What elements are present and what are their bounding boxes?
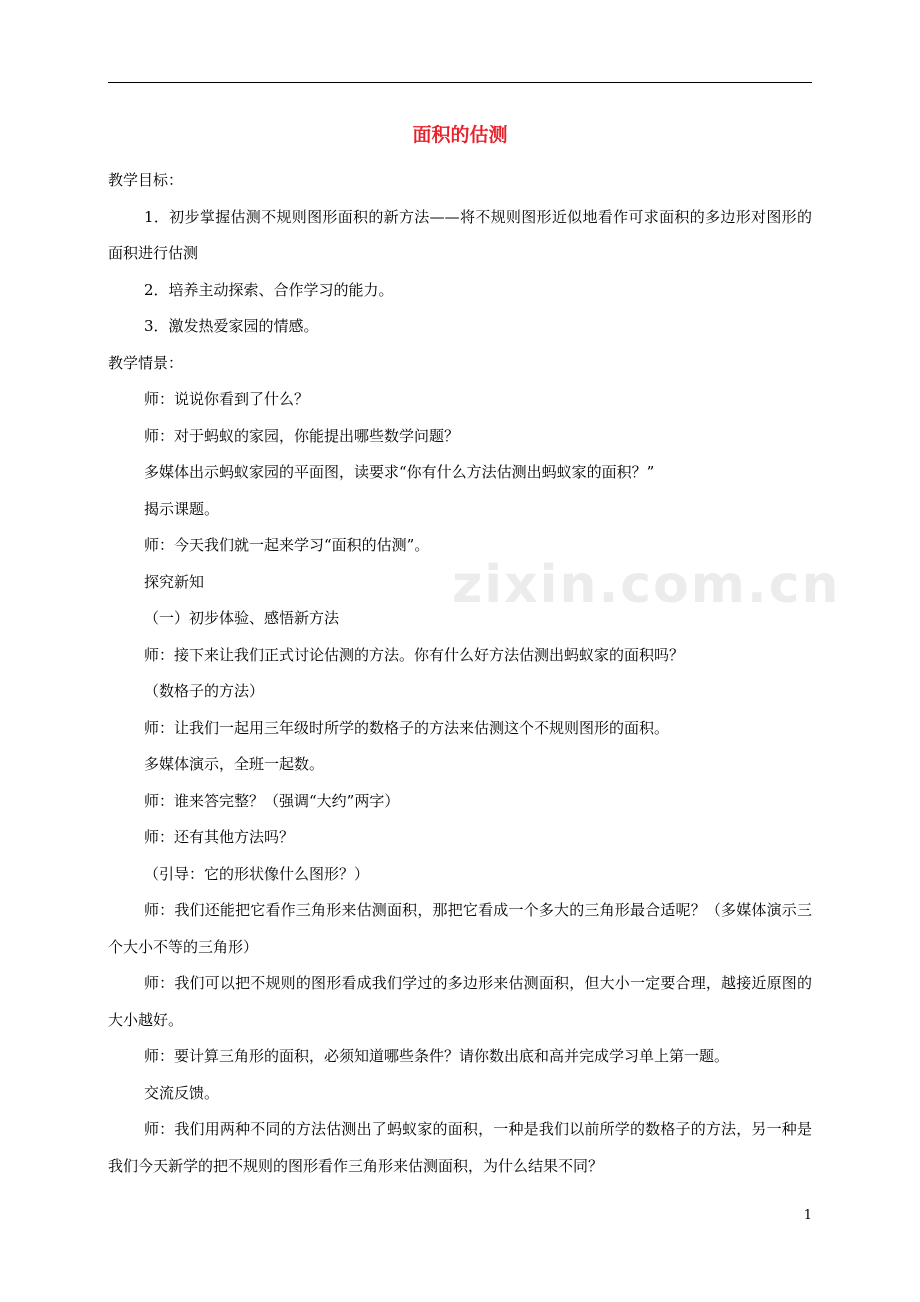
paragraph: （一）初步体验、感悟新方法 [144,609,340,627]
paragraph: 师：要计算三角形的面积，必须知道哪些条件？请你数出底和高并完成学习单上第一题。 [144,1047,730,1065]
paragraph: 教学目标： [108,171,184,189]
paragraph: 3．激发热爱家园的情感。 [144,317,319,335]
paragraph: 师：我们可以把不规则的图形看成我们学过的多边形来估测面积，但大小一定要合理，越接近原图的大小越好。 [108,974,812,1029]
paragraph: 师：还有其他方法吗？ [144,828,295,846]
document-title: 面积的估测 [412,124,508,146]
paragraph: 师：我们还能把它看作三角形来估测面积，那把它看成一个多大的三角形最合适呢？（多媒体演示三个大小不等的三角形） [108,901,812,956]
paragraph: 教学情景： [108,353,184,372]
paragraph: 2．培养主动探索、合作学习的能力。 [144,280,394,299]
paragraph: 师：今天我们就一起来学习“面积的估测”。 [144,536,430,554]
header-rule [108,82,812,83]
paragraph: （引导：它的形状像什么图形？） [144,864,370,883]
paragraph: 师：接下来让我们正式讨论估测的方法。你有什么好方法估测出蚂蚁家的面积吗？ [144,645,685,664]
paragraph: 交流反馈。 [144,1083,220,1102]
paragraph: 多媒体出示蚂蚁家园的平面图，读要求“你有什么方法估测出蚂蚁家的面积？” [144,463,655,481]
document-body [108,162,812,1184]
paragraph: 师：对于蚂蚁的家园，你能提出哪些数学问题？ [144,426,460,445]
page-number: 1 [803,1208,812,1223]
paragraph: 揭示课题。 [144,499,220,518]
paragraph: （数格子的方法） [144,682,265,700]
paragraph: 师：谁来答完整？（强调“大约”两字） [144,791,400,810]
paragraph: 多媒体演示，全班一起数。 [144,755,325,773]
paragraph: 师：说说你看到了什么？ [144,390,310,408]
paragraph: 师：我们用两种不同的方法估测出了蚂蚁家的面积，一种是我们以前所学的数格子的方法，另一种是我们今天新学的把不规则的图形看作三角形来估测面积，为什么结果不同？ [108,1120,812,1175]
paragraph: 1．初步掌握估测不规则图形面积的新方法——将不规则图形近似地看作可求面积的多边形对图形的面积进行估测 [108,207,812,262]
paragraph: 探究新知 [144,572,205,591]
watermark: zixin.com.cn [452,555,841,615]
paragraph: 师：让我们一起用三年级时所学的数格子的方法来估测这个不规则图形的面积。 [144,718,670,737]
